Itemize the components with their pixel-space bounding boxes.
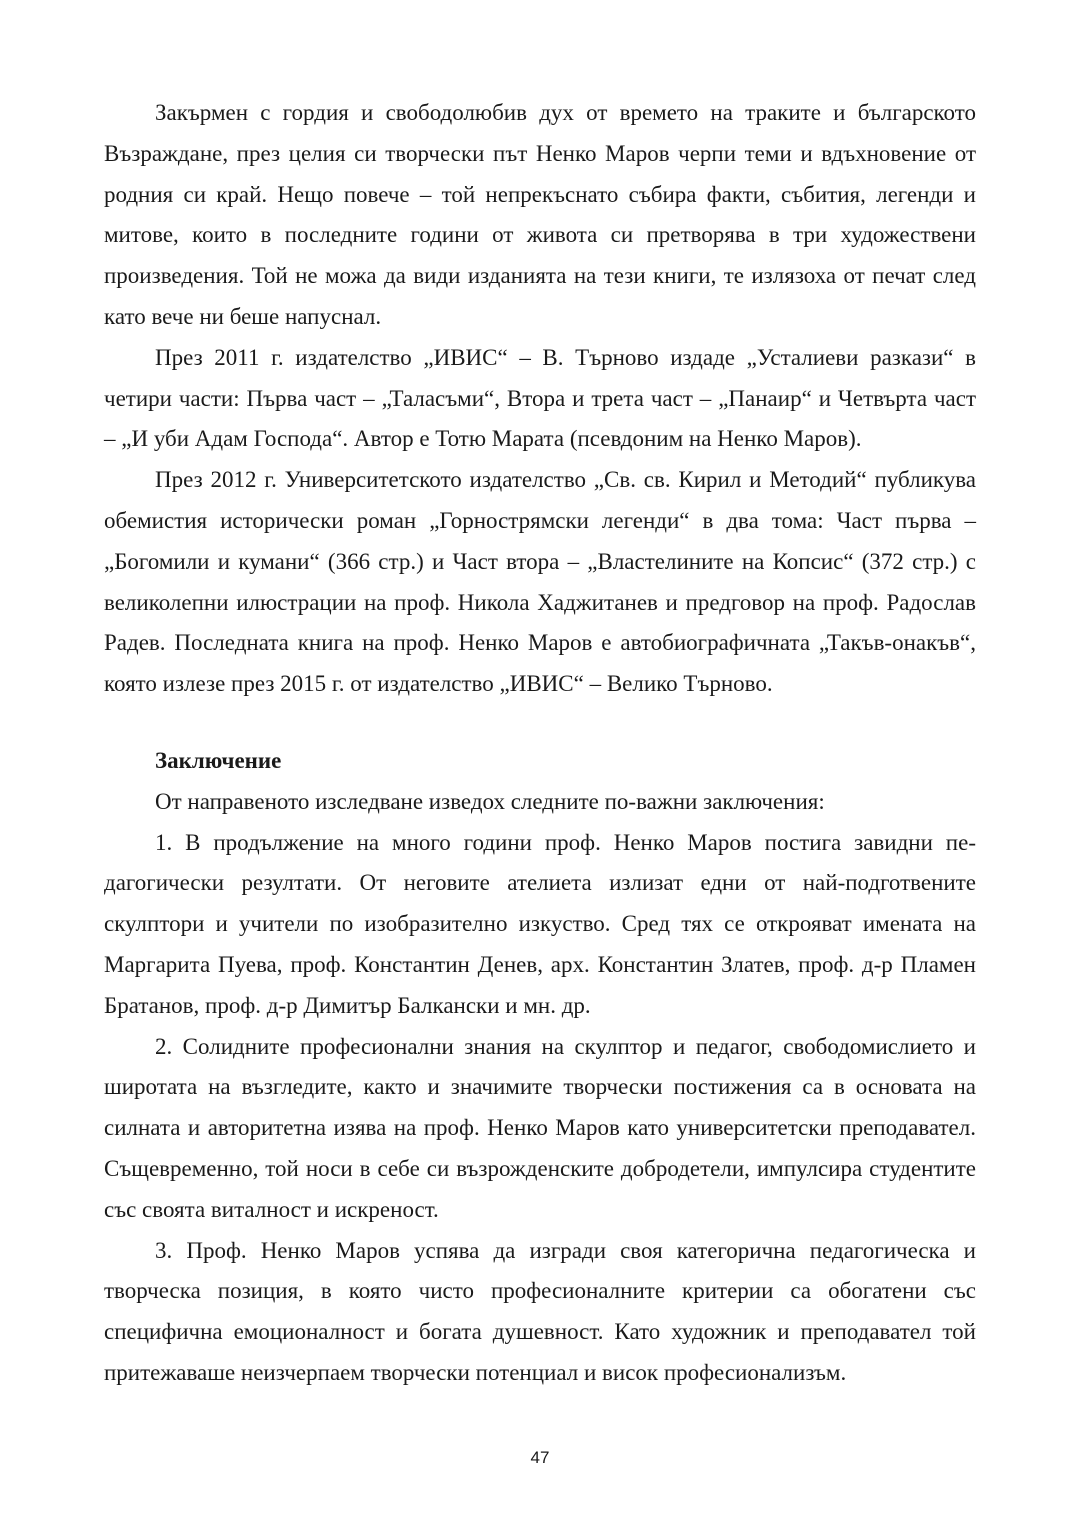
paragraph-conclusion-3: 3. Проф. Ненко Маров успява да изгради своя категорична педагогическа и творческа позиция, в която чисто професионалните критерии са обогатени със специфична емоционалност и богата душевност. Като художник и преподавател той притежаваше неизчерпаем творчески потенциал и висок професионализъм.	[104, 1237, 976, 1385]
paragraph-conclusion-1: 1. В продължение на много години проф. Ненко Маров постига завидни педагогически резултати. От неговите ателиета излизат едни от най-подготвените скулптори и учители по изобразително изкуство. Сред тях се открояват имената на Маргарита Пуева, проф. Константин Денев, арх. Константин Златев, проф. д-р Пламен Братанов, проф. д-р Димитър Балкански и мн. др.	[104, 829, 976, 1018]
paragraph-conclusion-2: 2. Солидните професионални знания на скулптор и педагог, свободомислието и широтата на възгледите, както и значимите творчески постижения са в основата на силната и авторитетна изява на проф. Ненко Маров като университетски преподавател. Същевременно, той носи в себе си възрожденските добродетели, импулсира студентите със своята виталност и искреност.	[104, 1033, 976, 1222]
section-spacer	[104, 705, 976, 741]
page-number: 47	[530, 1448, 550, 1467]
paragraph-gornostryamski-legends: През 2012 г. Университетското издателство „Св. св. Кирил и Методий“ публикува обемистия исторически роман „Горнострямски легенди“ в два тома: Част първа – „Богомили и кумани“ (366 стр.) и Част втора – „Властелините на Копсис“ (372 стр.) с великолепни илюстрации на проф. Никола Хаджитанев и предговор на проф. Радослав Радев. Последната книга на проф. Ненко Маров е автобиографичната „Такъв-онакъв“, която излезе през 2015 г. от издателство „ИВИС“ – Велико Търново.	[104, 467, 976, 697]
paragraph-conclusion-intro: От направеното изследване изведох следните по-важни заключения:	[155, 788, 825, 814]
paragraph-ustalievi-stories: През 2011 г. издателство „ИВИС“ – В. Търново издаде „Усталиеви разкази“ в четири части: Първа част – „Таласъми“, Втора и трета част – „Панаир“ и Четвърта част – „И уби Адам Господа“. Автор е Тотю Марата (псевдоним на Ненко Маров).	[104, 344, 976, 452]
document-page	[104, 93, 976, 1394]
conclusion-heading: Заключение	[155, 747, 282, 773]
paragraph-family-heritage: Закърмен с гордия и свободолюбив дух от времето на траките и българското Възраждане, през целия си творчески път Ненко Маров черпи теми и вдъхновение от родния си край. Нещо повече – той непрекъснато събира факти, събития, легенди и митове, които в последните години от живота си претворява в три художествени произведения. Той не можа да види изданията на тези книги, те излязоха от печат след като вече ни беше напуснал.	[104, 100, 976, 329]
